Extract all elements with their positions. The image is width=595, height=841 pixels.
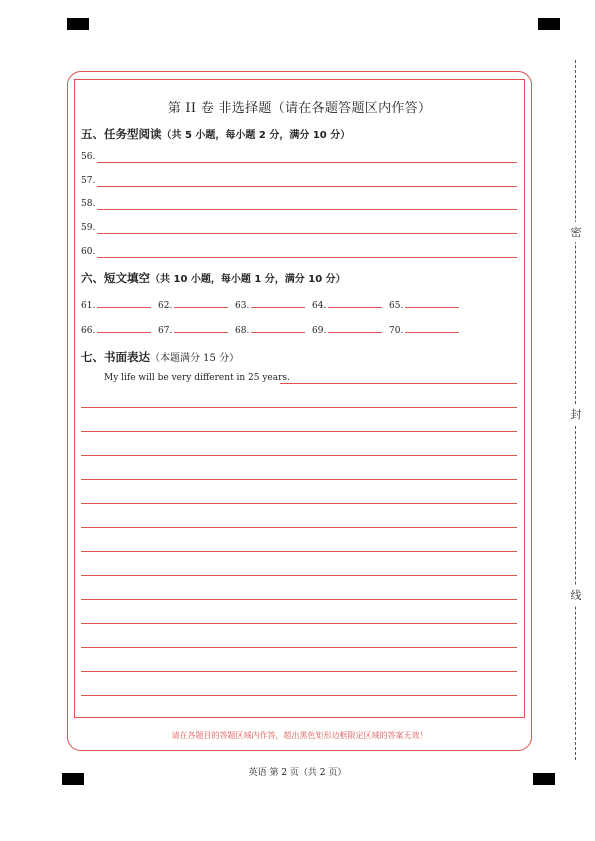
blank-69[interactable]	[312, 326, 382, 336]
blank-69-line[interactable]	[328, 331, 382, 333]
blank-62[interactable]	[158, 301, 228, 311]
blank-68-line[interactable]	[251, 331, 305, 333]
writing-line[interactable]	[81, 599, 517, 600]
question-57-answer-line[interactable]	[97, 186, 517, 187]
question-56-label: 56.	[81, 152, 96, 162]
writing-line[interactable]	[81, 551, 517, 552]
section6-heading	[81, 270, 346, 286]
blank-65-label: 65.	[389, 301, 404, 311]
question-57-label: 57.	[81, 176, 96, 186]
blank-62-label: 62.	[158, 301, 173, 311]
blank-61-label: 61.	[81, 301, 96, 311]
blank-66-line[interactable]	[97, 331, 151, 333]
part-title: 第 II 卷 非选择题（请在各题答题区内作答）	[167, 101, 432, 116]
blank-63-label: 63.	[235, 301, 250, 311]
blank-61[interactable]	[81, 301, 151, 311]
writing-line[interactable]	[81, 695, 517, 696]
seal-label-feng: 封	[570, 404, 582, 424]
blank-69-label: 69.	[312, 326, 327, 336]
blank-61-line[interactable]	[97, 306, 151, 308]
blank-67[interactable]	[158, 326, 228, 336]
question-58-answer-line[interactable]	[97, 209, 517, 210]
page-number: 英语 第 2 页（共 2 页）	[248, 768, 347, 778]
writing-line[interactable]	[81, 575, 517, 576]
blank-65-line[interactable]	[405, 306, 459, 308]
question-60-answer-line[interactable]	[97, 257, 517, 258]
writing-line[interactable]	[81, 455, 517, 456]
section5-note: （共 5 小题，每小题 2 分，满分 10 分）	[161, 130, 351, 141]
blank-65[interactable]	[389, 301, 459, 311]
question-59-label: 59.	[81, 223, 96, 233]
writing-line[interactable]	[81, 671, 517, 672]
section7-heading	[81, 349, 239, 365]
blank-68[interactable]	[235, 326, 305, 336]
blank-63-line[interactable]	[251, 306, 305, 308]
writing-line[interactable]	[81, 479, 517, 480]
blank-70[interactable]	[389, 326, 459, 336]
writing-line[interactable]	[81, 407, 517, 408]
section7-note: （本题满分 15 分）	[150, 353, 240, 364]
question-58-label: 58.	[81, 199, 96, 209]
section7-title: 七、书面表达	[81, 350, 150, 364]
section5-heading	[81, 126, 350, 142]
blank-67-line[interactable]	[174, 331, 228, 333]
writing-line[interactable]	[81, 647, 517, 648]
blank-64[interactable]	[312, 301, 382, 311]
blank-66[interactable]	[81, 326, 151, 336]
blank-70-label: 70.	[389, 326, 404, 336]
writing-line[interactable]	[81, 623, 517, 624]
blank-64-label: 64.	[312, 301, 327, 311]
writing-line[interactable]	[81, 431, 517, 432]
section6-note: （共 10 小题，每小题 1 分，满分 10 分）	[150, 274, 346, 285]
seal-label-xian: 线	[570, 585, 582, 605]
blank-66-label: 66.	[81, 326, 96, 336]
blank-63[interactable]	[235, 301, 305, 311]
blank-67-label: 67.	[158, 326, 173, 336]
writing-prompt: My life will be very different in 25 years.	[104, 373, 290, 383]
blank-64-line[interactable]	[328, 306, 382, 308]
writing-prompt-line[interactable]	[280, 383, 517, 384]
question-60-label: 60.	[81, 247, 96, 257]
blank-70-line[interactable]	[405, 331, 459, 333]
registration-mark-top-right	[538, 18, 560, 30]
section5-title: 五、任务型阅读	[81, 127, 162, 141]
registration-mark-top-left	[67, 18, 89, 30]
footer-warning: 请在各题目的答题区域内作答，超出黑色矩形边框限定区域的答案无效！	[171, 731, 428, 740]
blank-68-label: 68.	[235, 326, 250, 336]
writing-line[interactable]	[81, 503, 517, 504]
section6-title: 六、短文填空	[81, 271, 150, 285]
writing-line[interactable]	[81, 527, 517, 528]
seal-label-mi: 密	[570, 222, 582, 242]
question-59-answer-line[interactable]	[97, 233, 517, 234]
blank-62-line[interactable]	[174, 306, 228, 308]
question-56-answer-line[interactable]	[97, 162, 517, 163]
